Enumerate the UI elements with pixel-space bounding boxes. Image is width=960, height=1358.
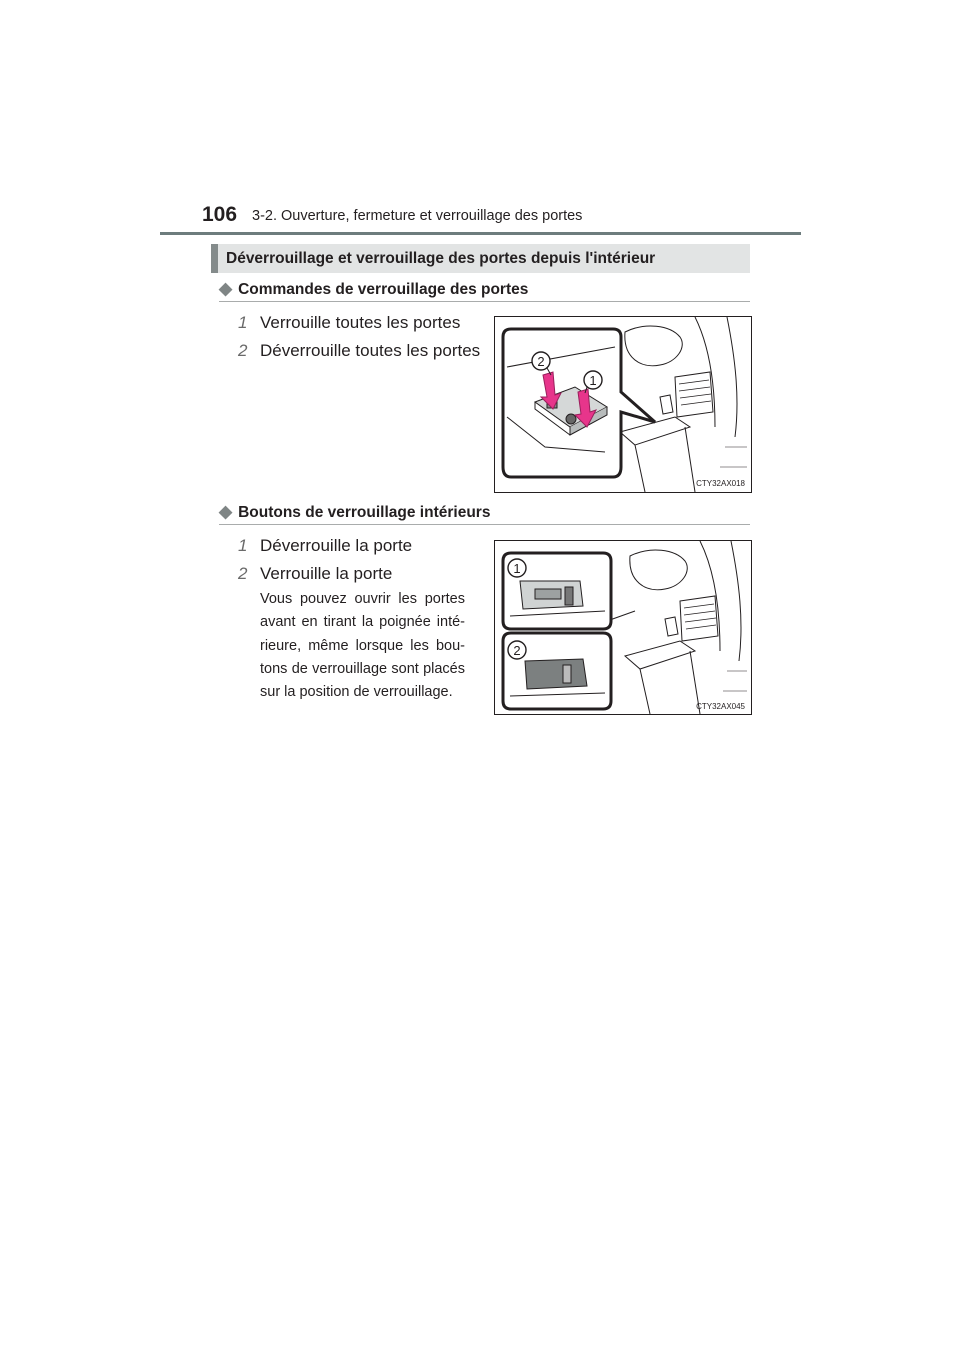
diamond-bullet-icon: ◆ [219,502,233,521]
list-item [238,313,460,333]
item-number: 2 [238,564,248,583]
figure-door-lock-switch [494,316,752,493]
door-lock-switch-illustration [495,317,751,492]
item-number: 1 [238,313,248,332]
page-number: 106 [202,203,238,226]
figure-code: CTY32AX018 [696,479,745,488]
subsection-heading-text: Boutons de verrouillage intérieurs [238,504,491,521]
subsection-rule [219,524,750,525]
list-item [238,564,392,584]
figure-code: CTY32AX045 [696,702,745,711]
figure-inside-lock-buttons [494,540,752,715]
list-item [238,341,480,361]
header-rule [160,232,801,235]
subsection-heading-text: Commandes de verrouillage des portes [238,281,529,298]
item-label: Déverrouille la porte [260,536,413,555]
inside-lock-buttons-illustration [495,541,751,714]
section-title: Déverrouillage et verrouillage des portes depuis l'intérieur [226,250,656,267]
mirror-shape [625,326,682,366]
callout-2-label: 2 [537,354,545,369]
item-label: Verrouille toutes les portes [260,313,461,332]
item-number: 2 [238,341,248,360]
list-item [238,536,412,556]
item-label: Déverrouille toutes les portes [260,341,481,360]
callout-1-label: 1 [589,373,597,388]
callout-1-label: 1 [513,561,521,576]
callout-2-label: 2 [513,643,521,658]
section-title-bar [211,244,750,273]
item-number: 1 [238,536,248,555]
diamond-bullet-icon: ◆ [219,279,233,298]
subsection-heading-door-lock-switches [219,279,528,299]
chapter-title: 3-2. Ouverture, fermeture et verrouillage des portes [252,208,583,224]
item-label: Verrouille la porte [260,564,393,583]
subsection-rule [219,301,750,302]
note-paragraph: Vous pouvez ouvrir les portes avant en tirant la poignée inté-rieure, même lorsque les bou-tons de verrouillage sont placés sur la position de verrouillage. [260,591,465,701]
subsection-heading-inside-lock-buttons [219,502,490,522]
